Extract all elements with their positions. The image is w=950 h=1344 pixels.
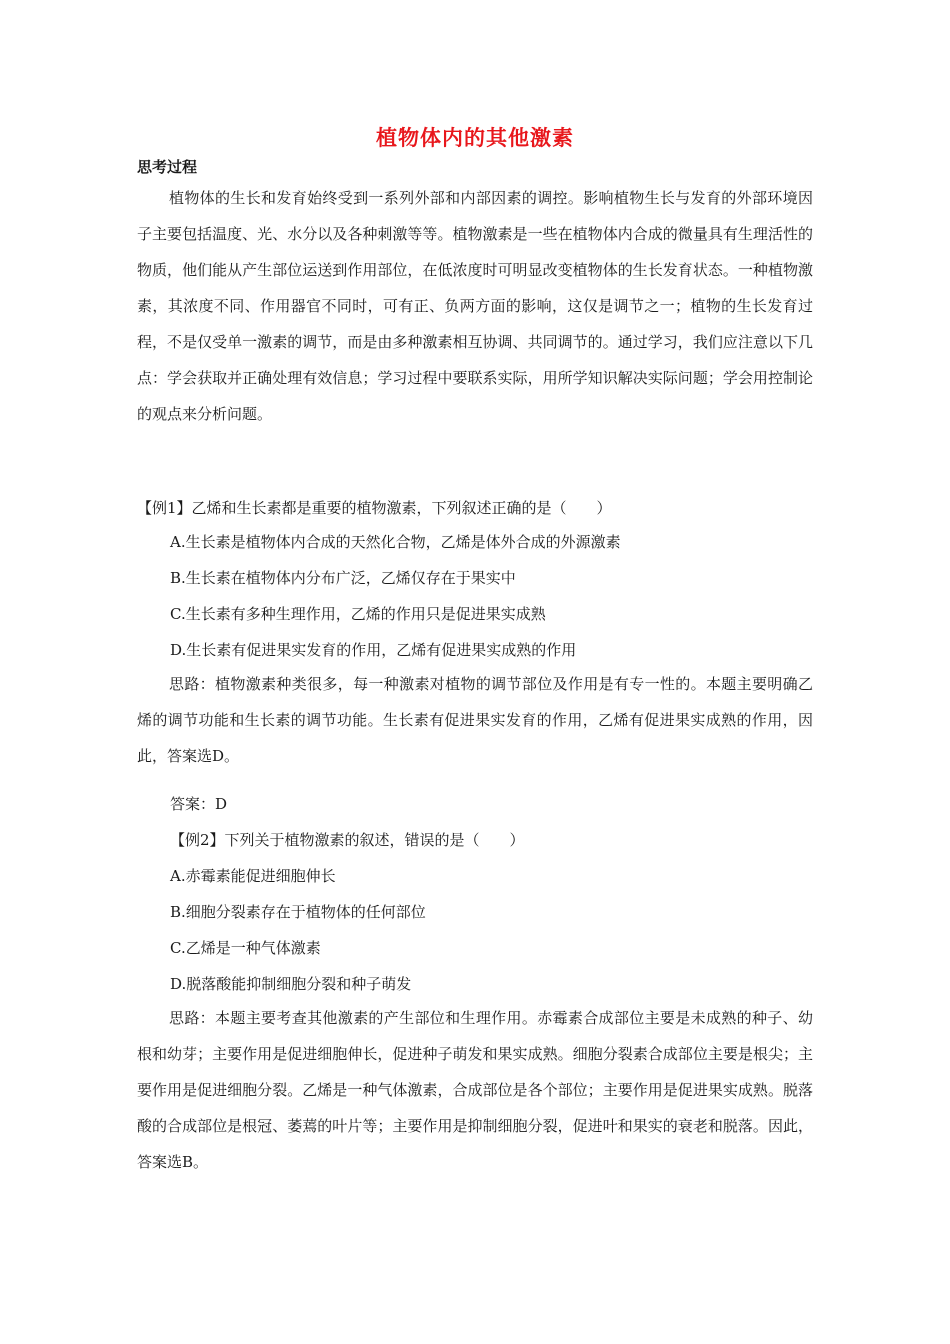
example2-reasoning: 思路：本题主要考查其他激素的产生部位和生理作用。赤霉素合成部位主要是未成熟的种子、幼根和幼芽；主要作用是促进细胞伸长，促进种子萌发和果实成熟。细胞分裂素合成部位主要是根尖；主要作用是促进细胞分裂。乙烯是一种气体激素，合成部位是各个部位；主要作用是促进果实成熟。脱落酸的合成部位是根冠、萎蔫的叶片等；主要作用是抑制细胞分裂，促进叶和果实的衰老和脱落。因此，答案选B。 xyxy=(137,1009,813,1171)
example2-option-a: A.赤霉素能促进细胞伸长 xyxy=(170,867,336,885)
example2-option-d: D.脱落酸能抑制细胞分裂和种子萌发 xyxy=(170,975,412,993)
example1-answer: 答案：D xyxy=(170,795,228,813)
example1-label: 【例1】 xyxy=(137,499,192,517)
example2-question-line xyxy=(170,830,525,850)
example1-option-d: D.生长素有促进果实发育的作用，乙烯有促进果实成熟的作用 xyxy=(170,641,577,659)
example2-option-b: B.细胞分裂素存在于植物体的任何部位 xyxy=(170,903,426,921)
example1-question-line xyxy=(137,498,612,518)
example1-question: 乙烯和生长素都是重要的植物激素，下列叙述正确的是（ ） xyxy=(191,499,612,517)
example2-question: 下列关于植物激素的叙述，错误的是（ ） xyxy=(224,831,525,849)
example2-option-c: C.乙烯是一种气体激素 xyxy=(170,939,321,957)
example1-reasoning: 思路：植物激素种类很多，每一种激素对植物的调节部位及作用是有专一性的。本题主要明确乙烯的调节功能和生长素的调节功能。生长素有促进果实发育的作用，乙烯有促进果实成熟的作用，因此，答案选D。 xyxy=(137,675,813,765)
intro-paragraph: 植物体的生长和发育始终受到一系列外部和内部因素的调控。影响植物生长与发育的外部环境因子主要包括温度、光、水分以及各种刺激等等。植物激素是一些在植物体内合成的微量具有生理活性的物质，他们能从产生部位运送到作用部位，在低浓度时可明显改变植物体的生长发育状态。一种植物激素，其浓度不同、作用器官不同时，可有正、负两方面的影响，这仅是调节之一；植物的生长发育过程，不是仅受单一激素的调节，而是由多种激素相互协调、共同调节的。通过学习，我们应注意以下几点：学会获取并正确处理有效信息；学习过程中要联系实际，用所学知识解决实际问题；学会用控制论的观点来分析问题。 xyxy=(137,189,813,423)
example2-label: 【例2】 xyxy=(170,831,225,849)
document-title: 植物体内的其他激素 xyxy=(376,126,574,150)
example1-option-c: C.生长素有多种生理作用，乙烯的作用只是促进果实成熟 xyxy=(170,605,546,623)
example1-option-b: B.生长素在植物体内分布广泛，乙烯仅存在于果实中 xyxy=(170,569,516,587)
example1-option-a: A.生长素是植物体内合成的天然化合物，乙烯是体外合成的外源激素 xyxy=(170,533,621,551)
section-heading: 思考过程 xyxy=(137,158,198,176)
